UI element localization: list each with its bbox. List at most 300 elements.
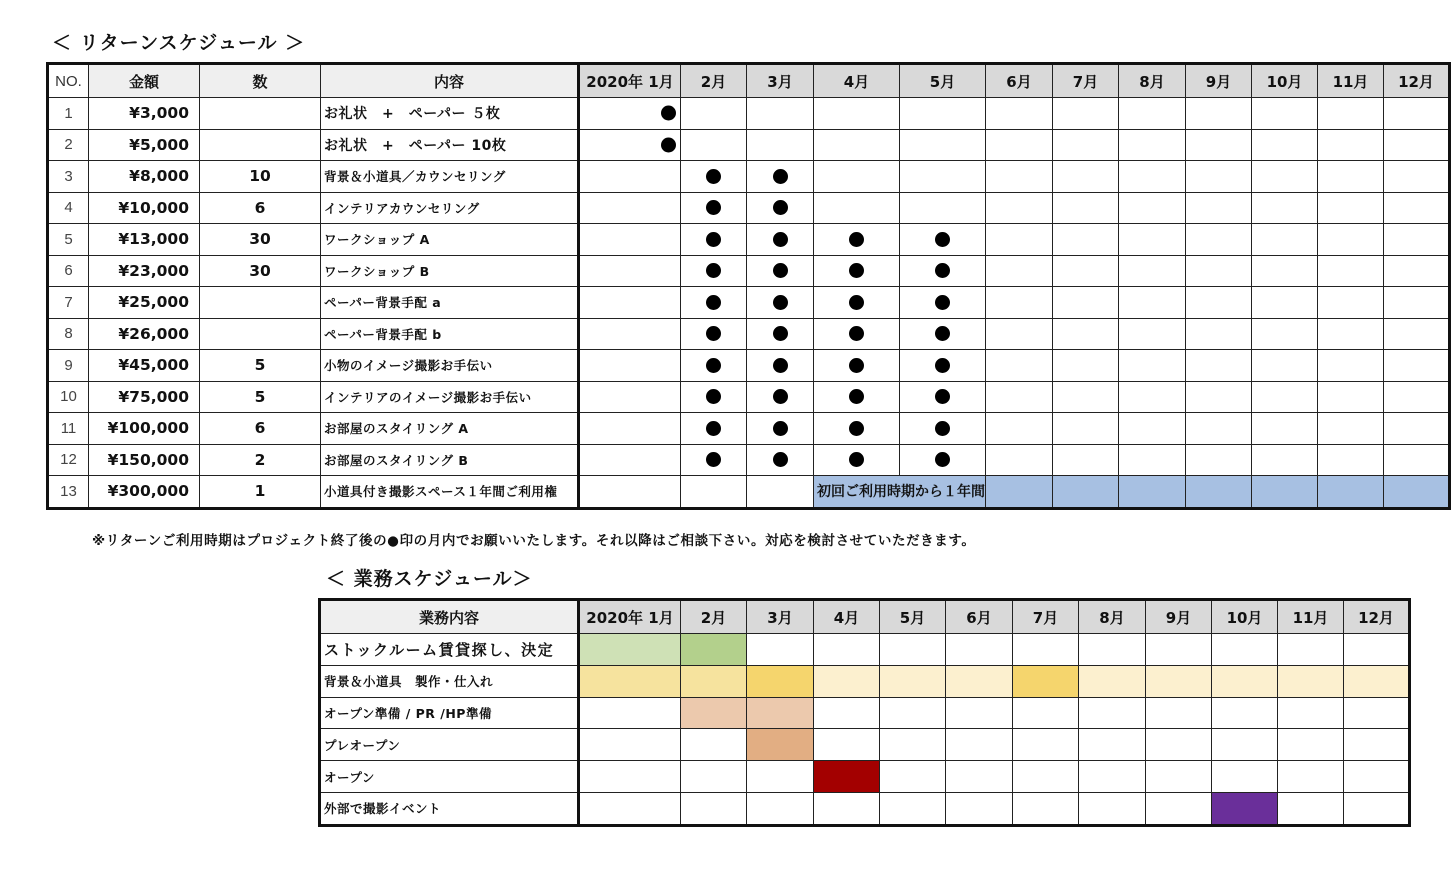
gantt-empty-cell	[1013, 634, 1079, 666]
return-row	[48, 287, 1450, 319]
month-cell	[814, 98, 900, 130]
row-content: ワークショップ B	[321, 255, 579, 287]
gantt-empty-cell	[1278, 634, 1344, 666]
month-cell	[1318, 224, 1384, 256]
month-cell	[1318, 161, 1384, 193]
month-cell	[1186, 444, 1252, 476]
month-cell	[1318, 192, 1384, 224]
month-cell	[1119, 255, 1186, 287]
gantt-empty-cell	[579, 697, 681, 729]
header-month: 3月	[747, 600, 814, 634]
month-cell	[1252, 161, 1318, 193]
dot-marker-icon	[935, 358, 950, 373]
month-cell	[1053, 318, 1119, 350]
month-cell	[579, 318, 681, 350]
month-cell	[1384, 98, 1450, 130]
header-month: 11月	[1318, 64, 1384, 98]
dot-marker-icon	[773, 452, 788, 467]
month-cell	[681, 224, 747, 256]
dot-marker-icon	[773, 389, 788, 404]
dot-marker-icon	[935, 295, 950, 310]
return-schedule-title: ＜ リターンスケジュール ＞	[52, 32, 306, 54]
row-content: お部屋のスタイリング B	[321, 444, 579, 476]
row-amount: ¥150,000	[89, 444, 200, 476]
month-cell	[1384, 161, 1450, 193]
month-cell	[579, 444, 681, 476]
header-no: NO.	[48, 64, 89, 98]
dot-marker-icon	[706, 263, 721, 278]
header-month: 2020年 1月	[579, 64, 681, 98]
gantt-bar-cell	[747, 697, 814, 729]
row-amount: ¥45,000	[89, 350, 200, 382]
month-cell	[1186, 381, 1252, 413]
month-cell	[814, 444, 900, 476]
gantt-empty-cell	[814, 729, 880, 761]
row-amount: ¥26,000	[89, 318, 200, 350]
gantt-empty-cell	[747, 634, 814, 666]
month-cell	[1186, 192, 1252, 224]
month-cell	[1053, 287, 1119, 319]
gantt-empty-cell	[1079, 634, 1146, 666]
dot-marker-icon	[849, 358, 864, 373]
month-cell	[747, 255, 814, 287]
row-amount: ¥300,000	[89, 476, 200, 509]
month-cell	[1186, 129, 1252, 161]
work-schedule-title: ＜ 業務スケジュール＞	[326, 568, 533, 590]
month-cell	[1186, 224, 1252, 256]
month-cell	[986, 192, 1053, 224]
dot-marker-icon	[773, 232, 788, 247]
month-cell	[1384, 444, 1450, 476]
month-cell	[1053, 129, 1119, 161]
dot-marker-icon	[706, 358, 721, 373]
month-cell	[579, 476, 681, 509]
task-name: オープン	[320, 761, 579, 793]
row-quantity: 5	[200, 381, 321, 413]
row-number: 2	[48, 129, 89, 161]
month-cell	[747, 476, 814, 509]
work-row	[320, 665, 1410, 697]
gantt-empty-cell	[1278, 697, 1344, 729]
work-row	[320, 697, 1410, 729]
month-cell	[1384, 224, 1450, 256]
header-month: 9月	[1146, 600, 1212, 634]
header-month: 3月	[747, 64, 814, 98]
return-header-row	[48, 64, 1450, 98]
month-cell	[1252, 224, 1318, 256]
task-name: 背景＆小道具 製作・仕入れ	[320, 665, 579, 697]
gantt-empty-cell	[946, 792, 1013, 825]
row-quantity: 6	[200, 413, 321, 445]
month-cell	[986, 381, 1053, 413]
month-cell	[1053, 413, 1119, 445]
row-number: 10	[48, 381, 89, 413]
month-cell	[1119, 98, 1186, 130]
month-cell	[814, 161, 900, 193]
work-row	[320, 792, 1410, 825]
month-cell	[1384, 287, 1450, 319]
month-cell	[900, 98, 986, 130]
month-cell	[900, 287, 986, 319]
return-row	[48, 350, 1450, 382]
work-schedule-table	[318, 598, 1411, 827]
header-month: 2月	[681, 600, 747, 634]
gantt-empty-cell	[1278, 761, 1344, 793]
gantt-empty-cell	[880, 792, 946, 825]
month-cell	[747, 381, 814, 413]
month-cell	[681, 476, 747, 509]
month-cell	[579, 350, 681, 382]
month-cell	[1252, 192, 1318, 224]
month-cell	[1318, 318, 1384, 350]
row-number: 12	[48, 444, 89, 476]
month-cell	[747, 129, 814, 161]
gantt-empty-cell	[946, 697, 1013, 729]
month-cell	[579, 381, 681, 413]
month-cell	[900, 224, 986, 256]
work-header-row	[320, 600, 1410, 634]
month-cell	[986, 350, 1053, 382]
return-row	[48, 318, 1450, 350]
row-number: 4	[48, 192, 89, 224]
month-cell	[747, 413, 814, 445]
row-amount: ¥10,000	[89, 192, 200, 224]
gantt-bar-cell	[946, 665, 1013, 697]
header-quantity: 数	[200, 64, 321, 98]
header-task: 業務内容	[320, 600, 579, 634]
return-note: ※リターンご利用時期はプロジェクト終了後の●印の月内でお願いいたします。それ以降はご相談下さい。対応を検討させていただきます。	[92, 533, 976, 549]
return-row	[48, 224, 1450, 256]
month-cell	[1186, 161, 1252, 193]
header-month: 2020年 1月	[579, 600, 681, 634]
month-cell	[986, 287, 1053, 319]
gantt-bar-cell	[814, 665, 880, 697]
gantt-empty-cell	[579, 792, 681, 825]
month-cell	[1186, 287, 1252, 319]
gantt-empty-cell	[1344, 634, 1410, 666]
gantt-bar-cell	[1013, 665, 1079, 697]
header-month: 8月	[1079, 600, 1146, 634]
month-cell	[1252, 98, 1318, 130]
header-month: 6月	[946, 600, 1013, 634]
dot-marker-icon	[773, 358, 788, 373]
dot-marker-icon	[706, 326, 721, 341]
period-cell	[1186, 476, 1252, 509]
gantt-empty-cell	[1146, 729, 1212, 761]
gantt-empty-cell	[814, 697, 880, 729]
row-number: 9	[48, 350, 89, 382]
work-row	[320, 634, 1410, 666]
month-cell	[747, 287, 814, 319]
row-content: お部屋のスタイリング A	[321, 413, 579, 445]
gantt-empty-cell	[747, 761, 814, 793]
month-cell	[681, 255, 747, 287]
month-cell	[900, 129, 986, 161]
period-label: 初回ご利用時期から１年間	[814, 476, 986, 509]
month-cell	[900, 381, 986, 413]
row-quantity	[200, 318, 321, 350]
month-cell	[1053, 381, 1119, 413]
month-cell	[681, 98, 747, 130]
task-name: プレオープン	[320, 729, 579, 761]
month-cell	[1384, 129, 1450, 161]
gantt-empty-cell	[1146, 761, 1212, 793]
month-cell	[1318, 350, 1384, 382]
return-row	[48, 444, 1450, 476]
month-cell	[900, 255, 986, 287]
gantt-empty-cell	[1278, 729, 1344, 761]
month-cell	[579, 129, 681, 161]
dot-marker-icon	[773, 263, 788, 278]
month-cell	[1252, 444, 1318, 476]
dot-marker-icon	[706, 295, 721, 310]
row-quantity: 10	[200, 161, 321, 193]
row-amount: ¥3,000	[89, 98, 200, 130]
month-cell	[1252, 255, 1318, 287]
month-cell	[814, 192, 900, 224]
month-cell	[1186, 255, 1252, 287]
row-amount: ¥100,000	[89, 413, 200, 445]
month-cell	[681, 287, 747, 319]
row-amount: ¥8,000	[89, 161, 200, 193]
month-cell	[1252, 350, 1318, 382]
row-amount: ¥23,000	[89, 255, 200, 287]
month-cell	[681, 192, 747, 224]
month-cell	[1186, 413, 1252, 445]
gantt-bar-cell	[1344, 665, 1410, 697]
header-month: 4月	[814, 64, 900, 98]
month-cell	[681, 413, 747, 445]
task-name: 外部で撮影イベント	[320, 792, 579, 825]
month-cell	[1318, 413, 1384, 445]
month-cell	[1119, 287, 1186, 319]
month-cell	[986, 129, 1053, 161]
row-quantity	[200, 287, 321, 319]
month-cell	[986, 413, 1053, 445]
month-cell	[1119, 350, 1186, 382]
return-row	[48, 381, 1450, 413]
row-content: 小道具付き撮影スペース１年間ご利用権	[321, 476, 579, 509]
month-cell	[747, 318, 814, 350]
gantt-empty-cell	[1146, 634, 1212, 666]
month-cell	[900, 413, 986, 445]
month-cell	[579, 413, 681, 445]
gantt-empty-cell	[1013, 729, 1079, 761]
month-cell	[747, 350, 814, 382]
row-content: ペーパー背景手配 a	[321, 287, 579, 319]
row-content: ワークショップ A	[321, 224, 579, 256]
row-amount: ¥5,000	[89, 129, 200, 161]
month-cell	[1252, 413, 1318, 445]
gantt-bar-cell	[880, 665, 946, 697]
row-number: 11	[48, 413, 89, 445]
dot-marker-icon	[706, 452, 721, 467]
month-cell	[1186, 98, 1252, 130]
header-month: 10月	[1252, 64, 1318, 98]
dot-marker-icon	[849, 295, 864, 310]
dot-marker-icon	[706, 169, 721, 184]
return-row	[48, 192, 1450, 224]
gantt-bar-cell	[579, 665, 681, 697]
dot-marker-icon	[773, 295, 788, 310]
row-quantity: 1	[200, 476, 321, 509]
gantt-bar-cell	[1212, 665, 1278, 697]
return-row	[48, 98, 1450, 130]
work-row	[320, 761, 1410, 793]
month-cell	[1186, 318, 1252, 350]
month-cell	[579, 98, 681, 130]
gantt-bar-cell	[579, 634, 681, 666]
gantt-bar-cell	[1146, 665, 1212, 697]
month-cell	[1252, 287, 1318, 319]
gantt-empty-cell	[747, 792, 814, 825]
month-cell	[681, 350, 747, 382]
month-cell	[814, 287, 900, 319]
gantt-empty-cell	[880, 729, 946, 761]
month-cell	[986, 444, 1053, 476]
gantt-bar-cell	[681, 634, 747, 666]
period-cell	[1318, 476, 1384, 509]
month-cell	[579, 255, 681, 287]
month-cell	[986, 224, 1053, 256]
dot-marker-icon	[849, 232, 864, 247]
row-content: 背景＆小道具／カウンセリング	[321, 161, 579, 193]
gantt-bar-cell	[1212, 792, 1278, 825]
gantt-empty-cell	[1079, 697, 1146, 729]
month-cell	[986, 255, 1053, 287]
row-quantity: 2	[200, 444, 321, 476]
gantt-empty-cell	[681, 729, 747, 761]
month-cell	[900, 318, 986, 350]
row-number: 5	[48, 224, 89, 256]
gantt-bar-cell	[681, 697, 747, 729]
header-month: 5月	[880, 600, 946, 634]
month-cell	[1318, 255, 1384, 287]
header-month: 12月	[1384, 64, 1450, 98]
row-content: インテリアカウンセリング	[321, 192, 579, 224]
dot-marker-icon	[849, 263, 864, 278]
row-number: 13	[48, 476, 89, 509]
month-cell	[681, 381, 747, 413]
month-cell	[681, 161, 747, 193]
month-cell	[579, 287, 681, 319]
month-cell	[1318, 444, 1384, 476]
month-cell	[1119, 318, 1186, 350]
gantt-bar-cell	[681, 665, 747, 697]
month-cell	[1252, 318, 1318, 350]
return-row	[48, 255, 1450, 287]
dot-marker-icon	[935, 452, 950, 467]
gantt-empty-cell	[1079, 729, 1146, 761]
month-cell	[1384, 350, 1450, 382]
month-cell	[1384, 413, 1450, 445]
period-cell	[1252, 476, 1318, 509]
row-number: 8	[48, 318, 89, 350]
row-content: お礼状 + ペーパー ５枚	[321, 98, 579, 130]
month-cell	[1119, 192, 1186, 224]
month-cell	[814, 255, 900, 287]
dot-marker-icon	[849, 421, 864, 436]
month-cell	[1119, 129, 1186, 161]
row-quantity	[200, 98, 321, 130]
row-number: 3	[48, 161, 89, 193]
month-cell	[1186, 350, 1252, 382]
row-quantity: 5	[200, 350, 321, 382]
month-cell	[1119, 444, 1186, 476]
gantt-bar-cell	[1079, 665, 1146, 697]
month-cell	[900, 192, 986, 224]
header-content: 内容	[321, 64, 579, 98]
gantt-empty-cell	[880, 697, 946, 729]
month-cell	[814, 318, 900, 350]
month-cell	[1053, 444, 1119, 476]
gantt-empty-cell	[1344, 761, 1410, 793]
gantt-bar-cell	[747, 729, 814, 761]
month-cell	[1119, 413, 1186, 445]
month-cell	[579, 224, 681, 256]
month-cell	[1119, 381, 1186, 413]
period-cell	[1053, 476, 1119, 509]
row-content: インテリアのイメージ撮影お手伝い	[321, 381, 579, 413]
gantt-empty-cell	[880, 761, 946, 793]
gantt-bar-cell	[1278, 665, 1344, 697]
month-cell	[1053, 192, 1119, 224]
return-row	[48, 129, 1450, 161]
month-cell	[681, 444, 747, 476]
gantt-empty-cell	[1013, 792, 1079, 825]
task-name: オープン準備 / PR /HP準備	[320, 697, 579, 729]
month-cell	[814, 224, 900, 256]
dot-marker-icon	[935, 232, 950, 247]
header-month: 8月	[1119, 64, 1186, 98]
dot-marker-icon	[661, 137, 676, 152]
header-month: 4月	[814, 600, 880, 634]
period-cell	[986, 476, 1053, 509]
gantt-empty-cell	[1146, 792, 1212, 825]
gantt-empty-cell	[814, 634, 880, 666]
dot-marker-icon	[935, 326, 950, 341]
month-cell	[900, 161, 986, 193]
month-cell	[1252, 381, 1318, 413]
month-cell	[1119, 224, 1186, 256]
month-cell	[1384, 255, 1450, 287]
month-cell	[747, 98, 814, 130]
gantt-empty-cell	[579, 729, 681, 761]
month-cell	[1318, 129, 1384, 161]
month-cell	[986, 318, 1053, 350]
month-cell	[1318, 287, 1384, 319]
month-cell	[747, 224, 814, 256]
gantt-empty-cell	[681, 792, 747, 825]
month-cell	[900, 350, 986, 382]
header-month: 11月	[1278, 600, 1344, 634]
month-cell	[1053, 255, 1119, 287]
header-month: 2月	[681, 64, 747, 98]
header-month: 9月	[1186, 64, 1252, 98]
dot-marker-icon	[773, 200, 788, 215]
row-quantity: 30	[200, 255, 321, 287]
gantt-empty-cell	[1344, 792, 1410, 825]
row-quantity: 6	[200, 192, 321, 224]
header-month: 6月	[986, 64, 1053, 98]
month-cell	[747, 161, 814, 193]
row-quantity	[200, 129, 321, 161]
header-amount: 金額	[89, 64, 200, 98]
dot-marker-icon	[849, 452, 864, 467]
gantt-empty-cell	[1079, 792, 1146, 825]
month-cell	[579, 161, 681, 193]
month-cell	[747, 192, 814, 224]
